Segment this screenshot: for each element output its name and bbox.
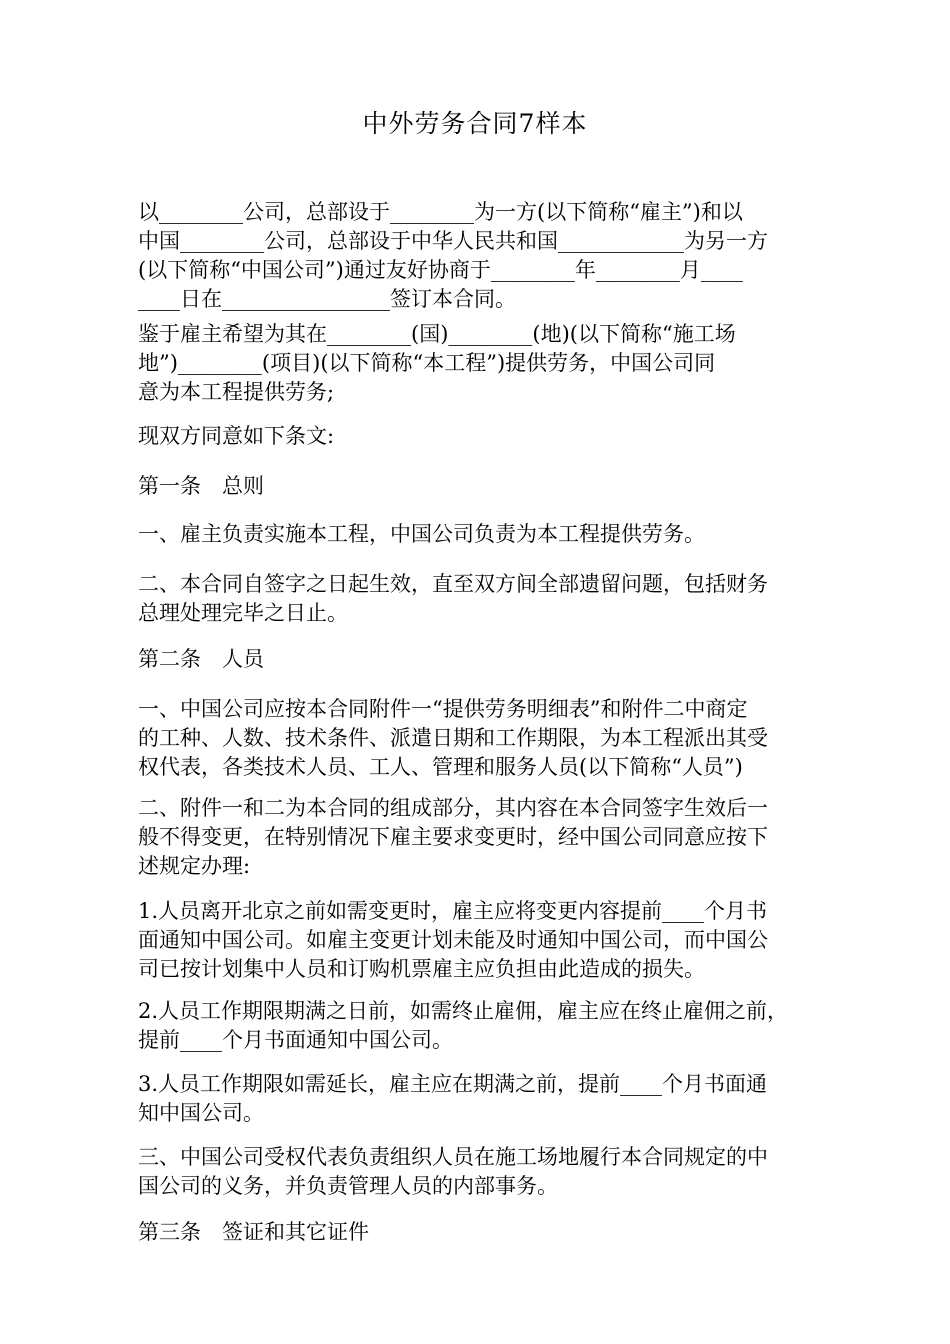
article-1-clause-2: 二、本合同自签字之日起生效，直至双方间全部遗留问题，包括财务 总理处理完毕之日止。 [138, 572, 768, 625]
article-3-heading: 第三条 签证和其它证件 [138, 1220, 369, 1244]
article-2-clause-3: 三、中国公司受权代表负责组织人员在施工场地履行本合同规定的中 国公司的义务，并负责管理人员的内部事务。 [138, 1145, 768, 1198]
article-2-clause-1: 一、中国公司应按本合同附件一“提供劳务明细表”和附件二中商定 的工种、人数、技术条件、派遣日期和工作期限，为本工程派出其受 权代表，各类技术人员、工人、管理和服务人员(以下简称“人员”) [138, 697, 768, 779]
article-2-heading: 第二条 人员 [138, 647, 264, 671]
agreement-intro: 现双方同意如下条文: [138, 424, 335, 448]
article-1-clause-1: 一、雇主负责实施本工程，中国公司负责为本工程提供劳务。 [138, 522, 705, 546]
article-2-item-2: 2.人员工作期限期满之日前，如需终止雇佣，雇主应在终止雇佣之前， 提前____个月书面通知中国公司。 [138, 999, 789, 1052]
whereas-paragraph: 鉴于雇主希望为其在________(国)________(地)(以下简称“施工场 地”)________(项目)(以下简称“本工程”)提供劳务，中国公司同 意为本工程提供劳务; [138, 322, 736, 404]
article-2-item-1: 1.人员离开北京之前如需变更时，雇主应将变更内容提前____个月书 面通知中国公司。如雇主变更计划未能及时通知中国公司，而中国公 司已按计划集中人员和订购机票雇主应负担由此造成的损失。 [138, 899, 768, 981]
article-2-item-3: 3.人员工作期限如需延长，雇主应在期满之前，提前____个月书面通 知中国公司。 [138, 1072, 768, 1125]
article-2-clause-2: 二、附件一和二为本合同的组成部分，其内容在本合同签字生效后一 般不得变更，在特别情况下雇主要求变更时，经中国公司同意应按下 述规定办理: [138, 796, 768, 878]
article-1-heading: 第一条 总则 [138, 474, 264, 498]
document-title: 中外劳务合同7样本 [362, 109, 588, 138]
preamble-paragraph: 以________公司，总部设于________为一方(以下简称“雇主”)和以 中国________公司，总部设于中华人民共和国____________为另一方 (以下简称“中国公司”)通过友好协商于________年________月____ ____日在________________签订本合同。 [138, 200, 768, 311]
